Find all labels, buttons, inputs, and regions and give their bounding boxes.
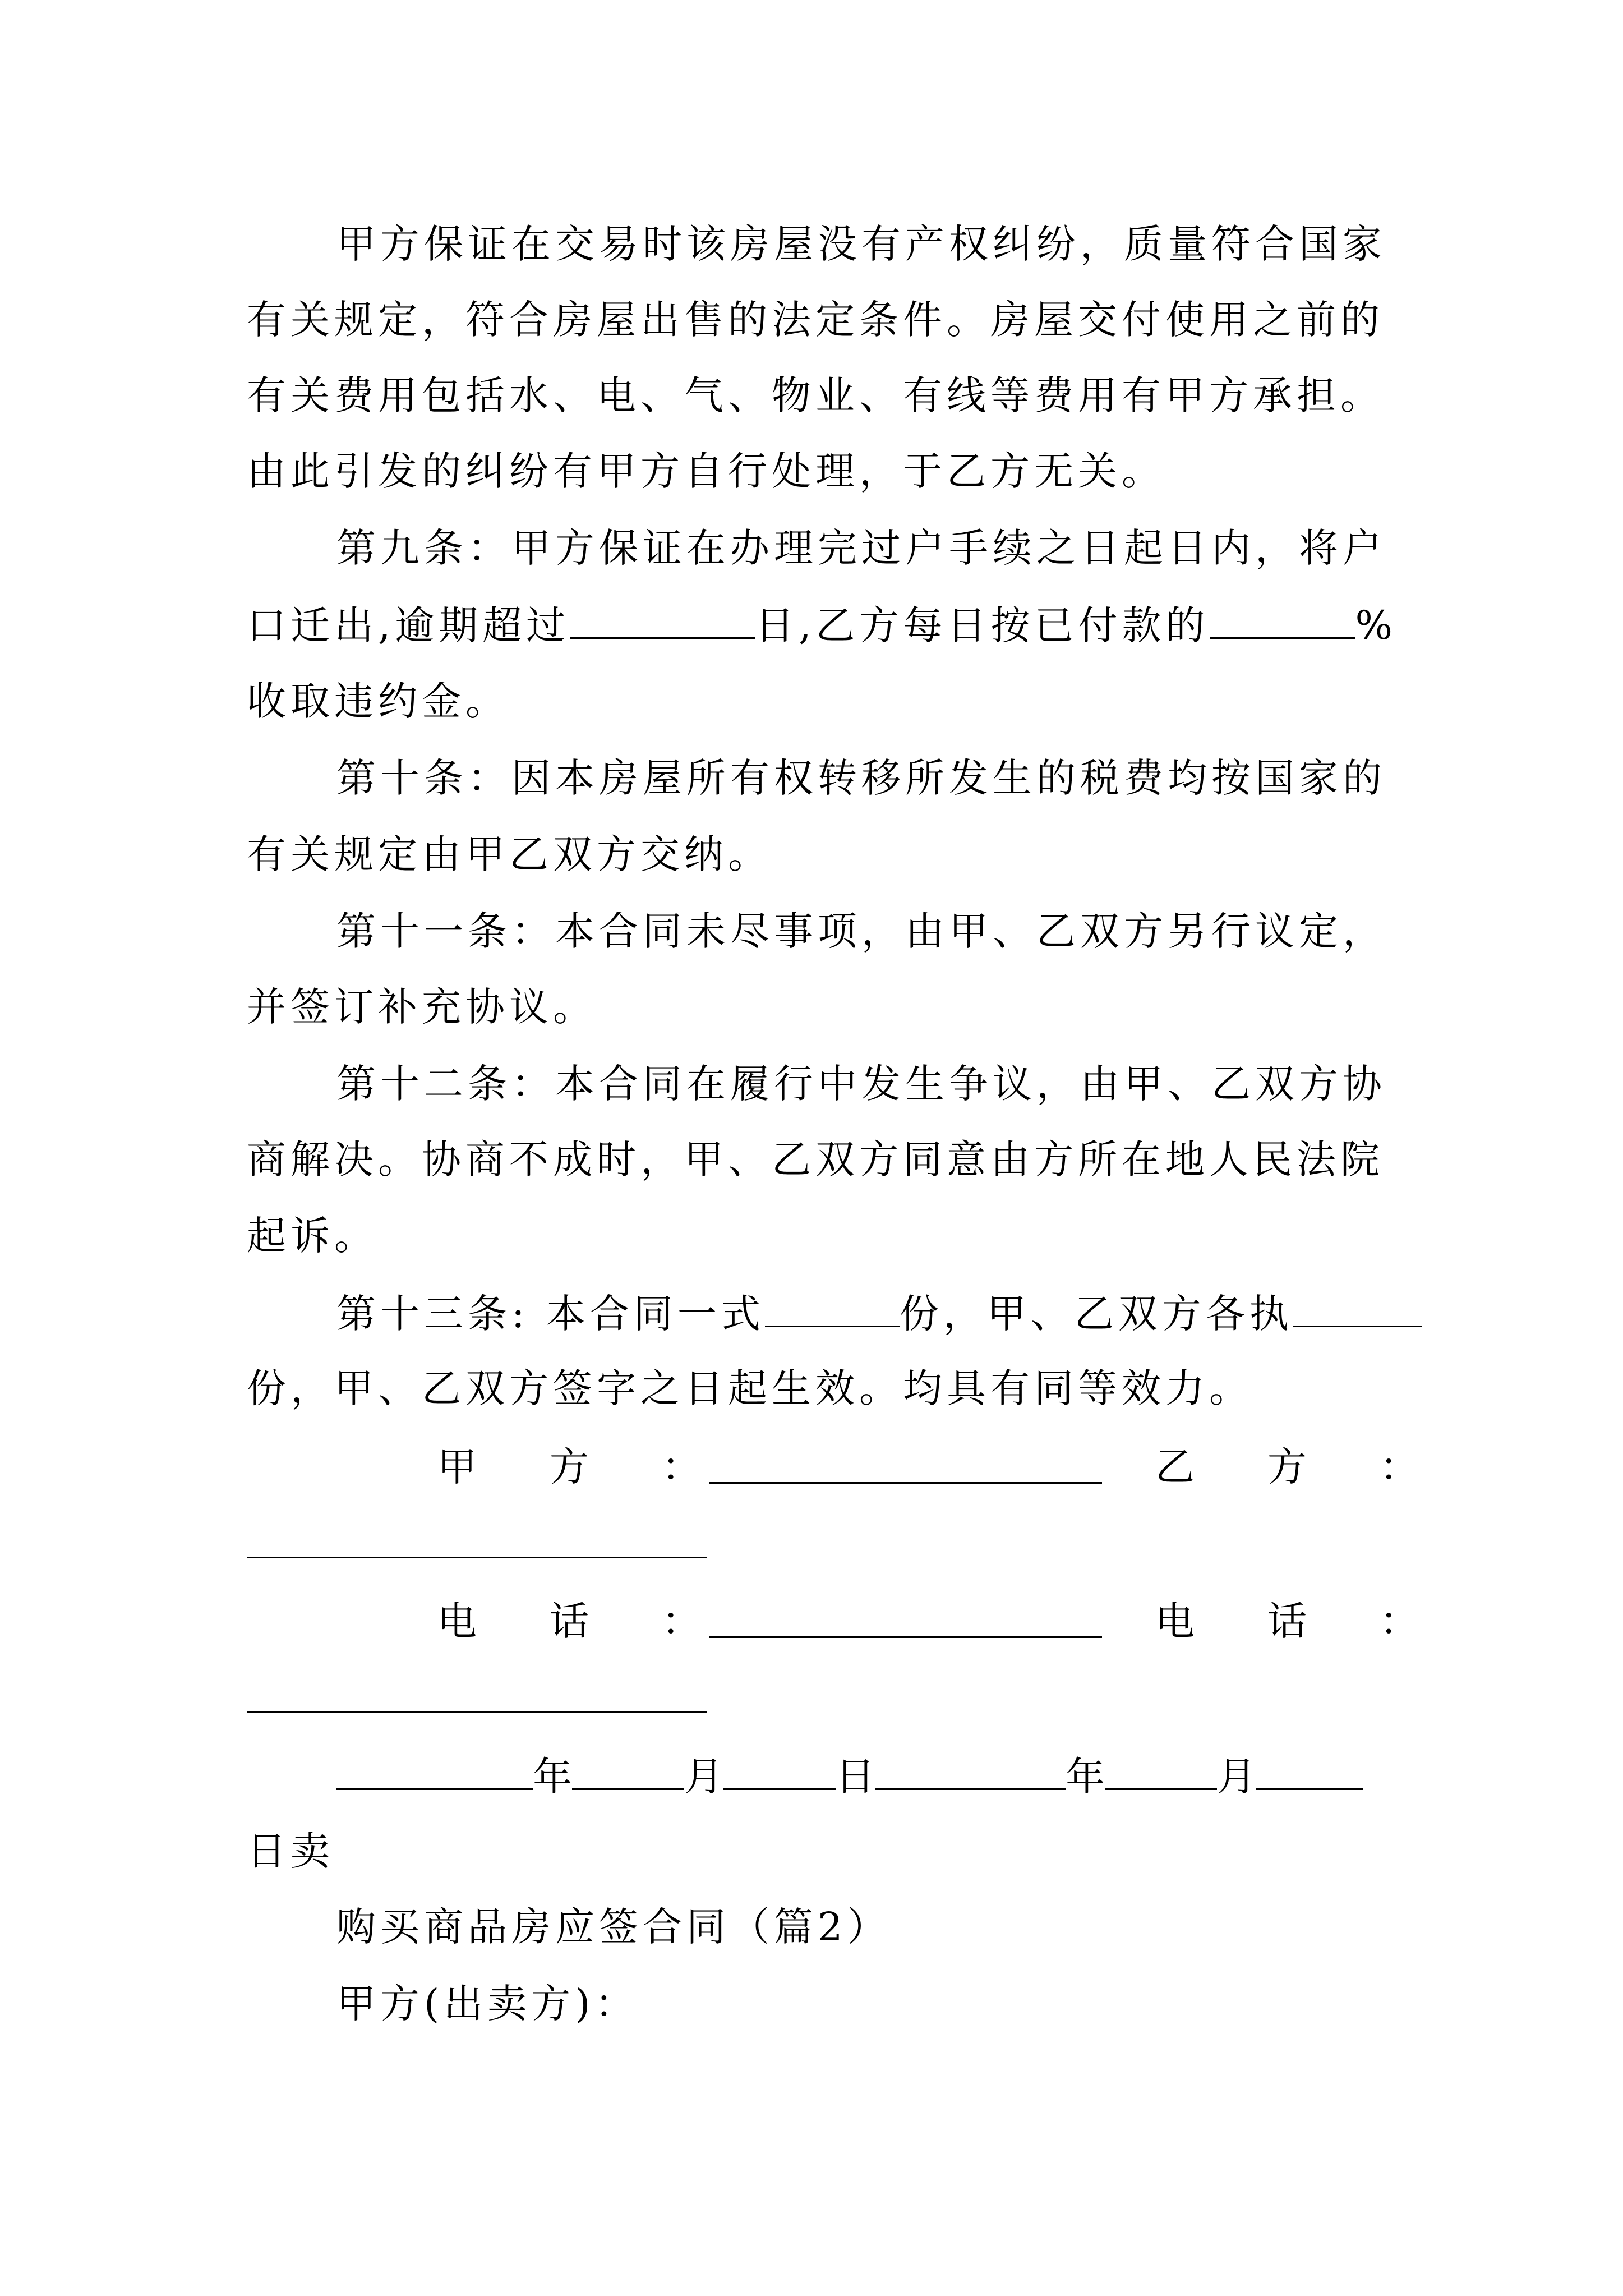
article-9-line: 收取违约金。 [247,678,509,724]
article-9-text: 口迁出,逾期超过 [247,602,570,648]
article-10-line: 第十条：因本房屋所有权转移所发生的税费均按国家的 [336,755,1386,801]
day-label: 日 [836,1754,875,1800]
date-tail: 日卖 [247,1828,334,1874]
phone-a-label: 电 话 ： [437,1598,718,1644]
article-13-line: 份，甲、乙双方签字之日起生效。均具有同等效力。 [247,1365,1253,1411]
article-12-line: 商解决。协商不成时，甲、乙双方同意由方所在地人民法院 [247,1137,1384,1182]
party-a-blank [709,1482,1102,1484]
year-a-blank [336,1756,533,1790]
party-b-blank [247,1557,707,1558]
month-b-blank [1105,1756,1217,1790]
section-2-title: 购买商品房应签合同（篇2） [336,1904,891,1950]
paragraph-line: 甲方保证在交易时该房屋没有产权纠纷，质量符合国家 [336,221,1386,267]
paragraph-line: 由此引发的纠纷有甲方自行处理，于乙方无关。 [247,448,1165,494]
phone-b-blank [247,1711,707,1713]
month-label: 月 [1217,1754,1256,1800]
section-2-party-a: 甲方(出卖方)： [336,1981,639,2027]
article-9-text: 日,乙方每日按已付款的 [755,602,1210,648]
overdue-days-blank [570,605,755,639]
day-b-blank [1256,1756,1363,1790]
article-9-line [247,602,1398,648]
day-a-blank [723,1756,836,1790]
year-label: 年 [1066,1754,1105,1800]
month-a-blank [572,1756,684,1790]
article-12-line: 第十二条：本合同在履行中发生争议，由甲、乙双方协 [336,1061,1386,1107]
copies-each-blank [1293,1293,1422,1327]
phone-b-label: 电 话 ： [1155,1598,1436,1644]
year-b-blank [875,1756,1066,1790]
date-line [336,1754,1363,1800]
article-12-line: 起诉。 [247,1213,378,1259]
copies-blank [765,1293,900,1327]
article-9-line: 第九条：甲方保证在办理完过户手续之日起日内，将户 [336,525,1386,571]
penalty-rate-blank [1210,605,1355,639]
month-label: 月 [684,1754,723,1800]
party-b-label: 乙 方 ： [1155,1444,1436,1490]
percent-sign: % [1355,602,1398,648]
article-13-line [336,1291,1422,1337]
article-13-text: 第十三条: 本合同一式 [336,1291,765,1337]
paragraph-line: 有关费用包括水、电、气、物业、有线等费用有甲方承担。 [247,372,1384,418]
article-11-line: 并签订补充协议。 [247,984,597,1030]
party-a-label: 甲 方 ： [437,1444,718,1490]
article-11-line: 第十一条：本合同未尽事项，由甲、乙双方另行议定， [336,908,1386,954]
paragraph-line: 有关规定，符合房屋出售的法定条件。房屋交付使用之前的 [247,297,1384,343]
article-10-line: 有关规定由甲乙双方交纳。 [247,831,772,877]
year-label: 年 [533,1754,572,1800]
phone-a-blank [709,1636,1102,1638]
article-13-text: 份，甲、乙双方各执 [899,1291,1293,1337]
